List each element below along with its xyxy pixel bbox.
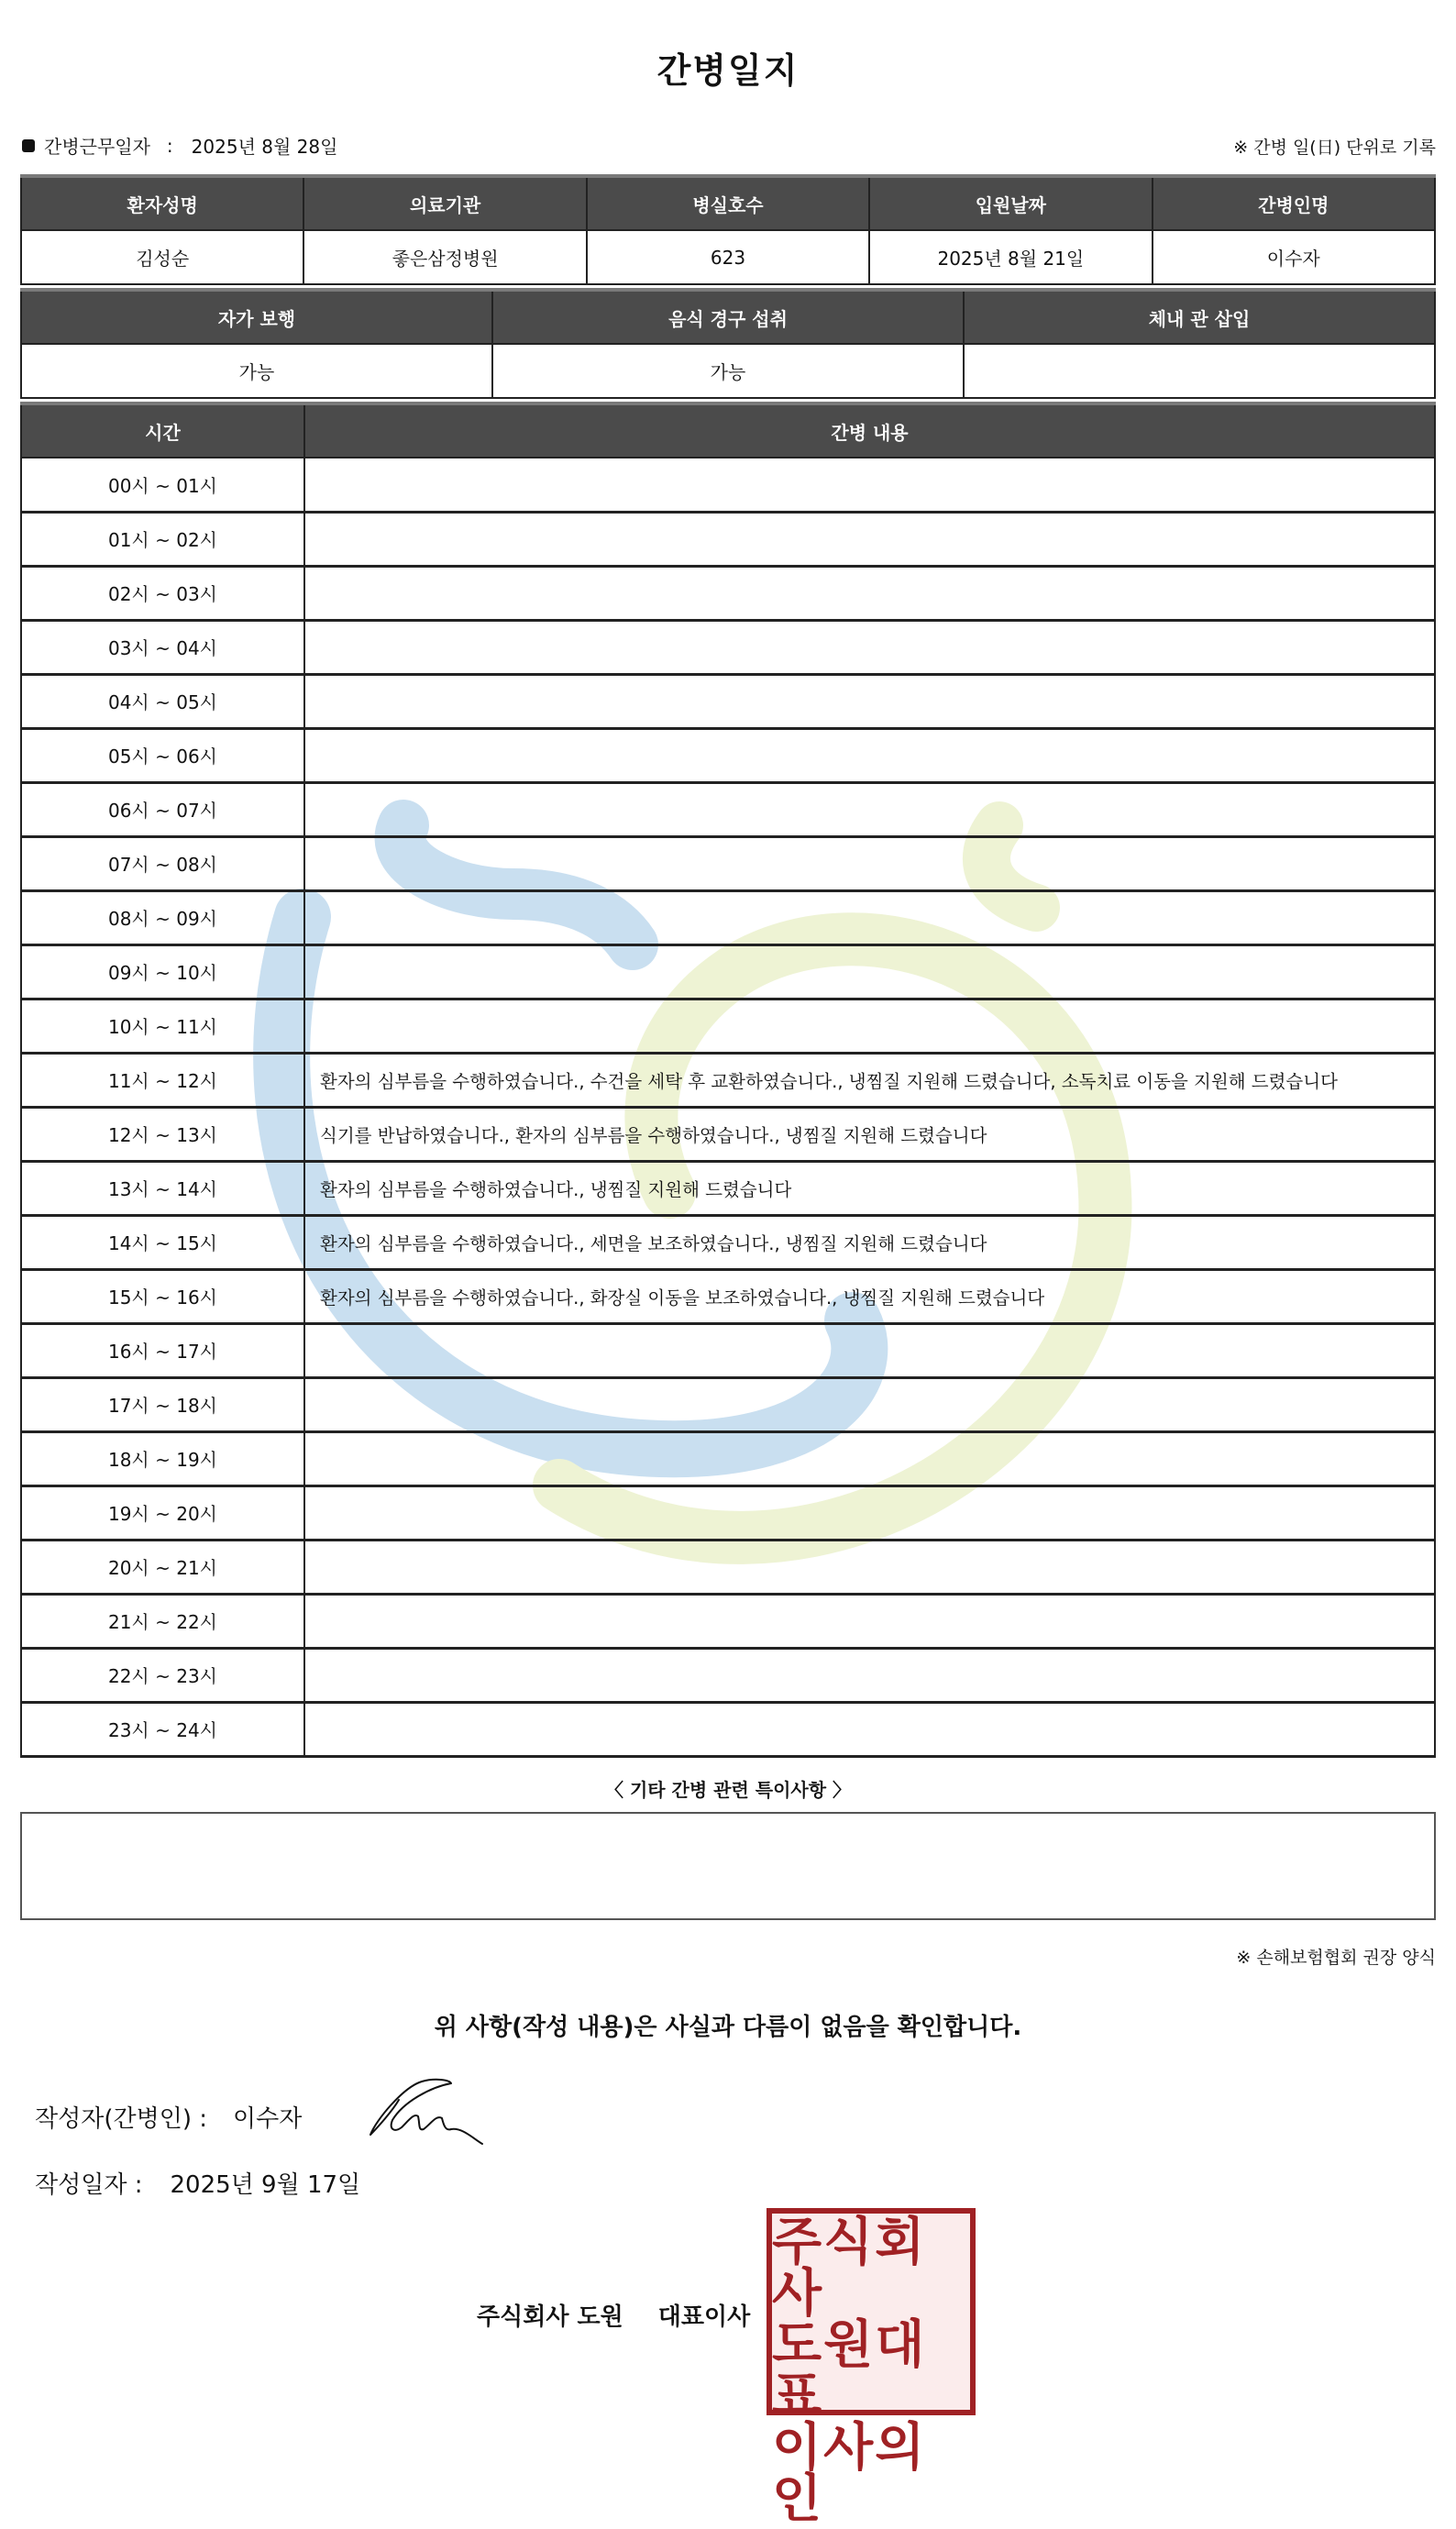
status-header-row (21, 290, 1435, 344)
log-content (304, 782, 1435, 836)
log-content (304, 836, 1435, 890)
ceo-title: 대표이사 (657, 2303, 751, 2331)
caregiver-name: 이수자 (1153, 230, 1435, 284)
log-row (21, 1161, 1435, 1215)
header-oral-intake: 음식 경구 섭취 (492, 290, 964, 344)
oral-intake-value: 가능 (492, 344, 964, 398)
company-seal-stamp (767, 2208, 976, 2529)
work-date (22, 132, 337, 159)
log-time: 18시 ~ 19시 (21, 1431, 304, 1485)
log-row (21, 1377, 1435, 1431)
log-row (21, 458, 1435, 512)
header-tube-insertion: 체내 관 삽입 (964, 290, 1435, 344)
work-date-separator: : (166, 134, 173, 157)
log-content: 환자의 심부름을 수행하였습니다., 화장실 이동을 보조하였습니다., 냉찜질 지원해 드렸습니다 (304, 1269, 1435, 1323)
seal-line-3: 이사의인 (772, 2418, 927, 2529)
log-time: 20시 ~ 21시 (21, 1540, 304, 1594)
written-date-value: 2025년 9월 17일 (170, 2171, 361, 2199)
log-row (21, 1540, 1435, 1594)
meta-row (22, 132, 1436, 163)
writer-row (35, 2100, 302, 2134)
writer-name: 이수자 (233, 2105, 303, 2133)
log-header-row (21, 403, 1435, 458)
log-row (21, 999, 1435, 1053)
header-self-walking: 자가 보행 (21, 290, 492, 344)
log-content (304, 1702, 1435, 1756)
log-time: 16시 ~ 17시 (21, 1323, 304, 1377)
writer-label: 작성자(간병인) : (35, 2105, 208, 2133)
log-content: 환자의 심부름을 수행하였습니다., 냉찜질 지원해 드렸습니다 (304, 1161, 1435, 1215)
log-row (21, 1269, 1435, 1323)
log-time: 04시 ~ 05시 (21, 674, 304, 728)
log-row (21, 1485, 1435, 1540)
tube-insertion-value (964, 344, 1435, 398)
log-row (21, 944, 1435, 999)
log-time: 02시 ~ 03시 (21, 566, 304, 620)
log-row (21, 1053, 1435, 1107)
form-source-note: ※ 손해보험협회 권장 양식 (1236, 1948, 1436, 1968)
log-time: 05시 ~ 06시 (21, 728, 304, 782)
self-walking-value: 가능 (21, 344, 492, 398)
log-content (304, 890, 1435, 944)
handwritten-signature (367, 2074, 486, 2148)
log-content: 환자의 심부름을 수행하였습니다., 수건을 세탁 후 교환하였습니다., 냉찜질 지원해 드렸습니다, 소독치료 이동을 지원해 드렸습니다 (304, 1053, 1435, 1107)
header-hospital: 의료기관 (303, 176, 586, 230)
header-caregiver-name: 간병인명 (1153, 176, 1435, 230)
log-time: 12시 ~ 13시 (21, 1107, 304, 1161)
log-content (304, 512, 1435, 566)
log-content (304, 566, 1435, 620)
written-date-label: 작성일자 : (35, 2171, 143, 2199)
log-row (21, 674, 1435, 728)
patient-status-table (20, 288, 1436, 399)
document-title: 간병일지 (656, 50, 800, 91)
log-time: 03시 ~ 04시 (21, 620, 304, 674)
log-body (21, 458, 1435, 1756)
log-row (21, 728, 1435, 782)
log-content (304, 1431, 1435, 1485)
log-content: 식기를 반납하였습니다., 환자의 심부름을 수행하였습니다., 냉찜질 지원해 드렸습니다 (304, 1107, 1435, 1161)
bullet-icon (22, 139, 35, 152)
log-time: 11시 ~ 12시 (21, 1053, 304, 1107)
log-row (21, 1107, 1435, 1161)
log-time: 00시 ~ 01시 (21, 458, 304, 512)
header-room: 병실호수 (587, 176, 869, 230)
log-content (304, 458, 1435, 512)
log-row (21, 1702, 1435, 1756)
log-time: 09시 ~ 10시 (21, 944, 304, 999)
header-admission-date: 입원날짜 (869, 176, 1152, 230)
log-time: 07시 ~ 08시 (21, 836, 304, 890)
header-time: 시간 (21, 403, 304, 458)
log-content (304, 728, 1435, 782)
company-row (477, 2298, 750, 2332)
log-content: 환자의 심부름을 수행하였습니다., 세면을 보조하였습니다., 냉찜질 지원해 드렸습니다 (304, 1215, 1435, 1269)
log-content (304, 1377, 1435, 1431)
patient-header-row (21, 176, 1435, 230)
patient-info-table (20, 174, 1436, 285)
record-note: ※ 간병 일(日) 단위로 기록 (1233, 138, 1436, 158)
log-content (304, 944, 1435, 999)
log-row (21, 566, 1435, 620)
notes-title: 〈 기타 간병 관련 특이사항 〉 (604, 1779, 851, 1801)
admission-date: 2025년 8월 21일 (869, 230, 1152, 284)
log-content (304, 999, 1435, 1053)
log-content (304, 674, 1435, 728)
hospital-name: 좋은삼정병원 (303, 230, 586, 284)
written-date-row (35, 2166, 360, 2200)
log-row (21, 620, 1435, 674)
log-time: 17시 ~ 18시 (21, 1377, 304, 1431)
log-time: 23시 ~ 24시 (21, 1702, 304, 1756)
log-content (304, 620, 1435, 674)
work-date-value: 2025년 8월 28일 (191, 136, 338, 158)
log-content (304, 1323, 1435, 1377)
header-patient-name: 환자성명 (21, 176, 303, 230)
patient-name: 김성순 (21, 230, 303, 284)
log-time: 14시 ~ 15시 (21, 1215, 304, 1269)
company-name: 주식회사 도원 (477, 2303, 623, 2331)
confirmation-statement: 위 사항(작성 내용)은 사실과 다름이 없음을 확인합니다. (434, 2014, 1022, 2041)
log-row (21, 836, 1435, 890)
seal-line-1: 주식회사 (772, 2213, 927, 2324)
seal-line-2: 도원대표 (772, 2315, 927, 2426)
log-content (304, 1594, 1435, 1648)
status-value-row (21, 344, 1435, 398)
log-row (21, 1648, 1435, 1702)
log-time: 15시 ~ 16시 (21, 1269, 304, 1323)
log-time: 21시 ~ 22시 (21, 1594, 304, 1648)
log-row (21, 1215, 1435, 1269)
log-row (21, 782, 1435, 836)
log-row (21, 890, 1435, 944)
log-time: 01시 ~ 02시 (21, 512, 304, 566)
log-row (21, 512, 1435, 566)
log-time: 08시 ~ 09시 (21, 890, 304, 944)
work-date-label: 간병근무일자 (44, 136, 150, 158)
log-content (304, 1540, 1435, 1594)
log-time: 06시 ~ 07시 (21, 782, 304, 836)
log-time: 13시 ~ 14시 (21, 1161, 304, 1215)
log-time: 22시 ~ 23시 (21, 1648, 304, 1702)
patient-value-row (21, 230, 1435, 284)
log-content (304, 1485, 1435, 1540)
hourly-log-table (20, 402, 1436, 1758)
log-row (21, 1431, 1435, 1485)
header-care-content: 간병 내용 (304, 403, 1435, 458)
log-row (21, 1594, 1435, 1648)
notes-box (20, 1812, 1436, 1920)
log-time: 19시 ~ 20시 (21, 1485, 304, 1540)
log-row (21, 1323, 1435, 1377)
log-content (304, 1648, 1435, 1702)
log-time: 10시 ~ 11시 (21, 999, 304, 1053)
room-number: 623 (587, 230, 869, 284)
